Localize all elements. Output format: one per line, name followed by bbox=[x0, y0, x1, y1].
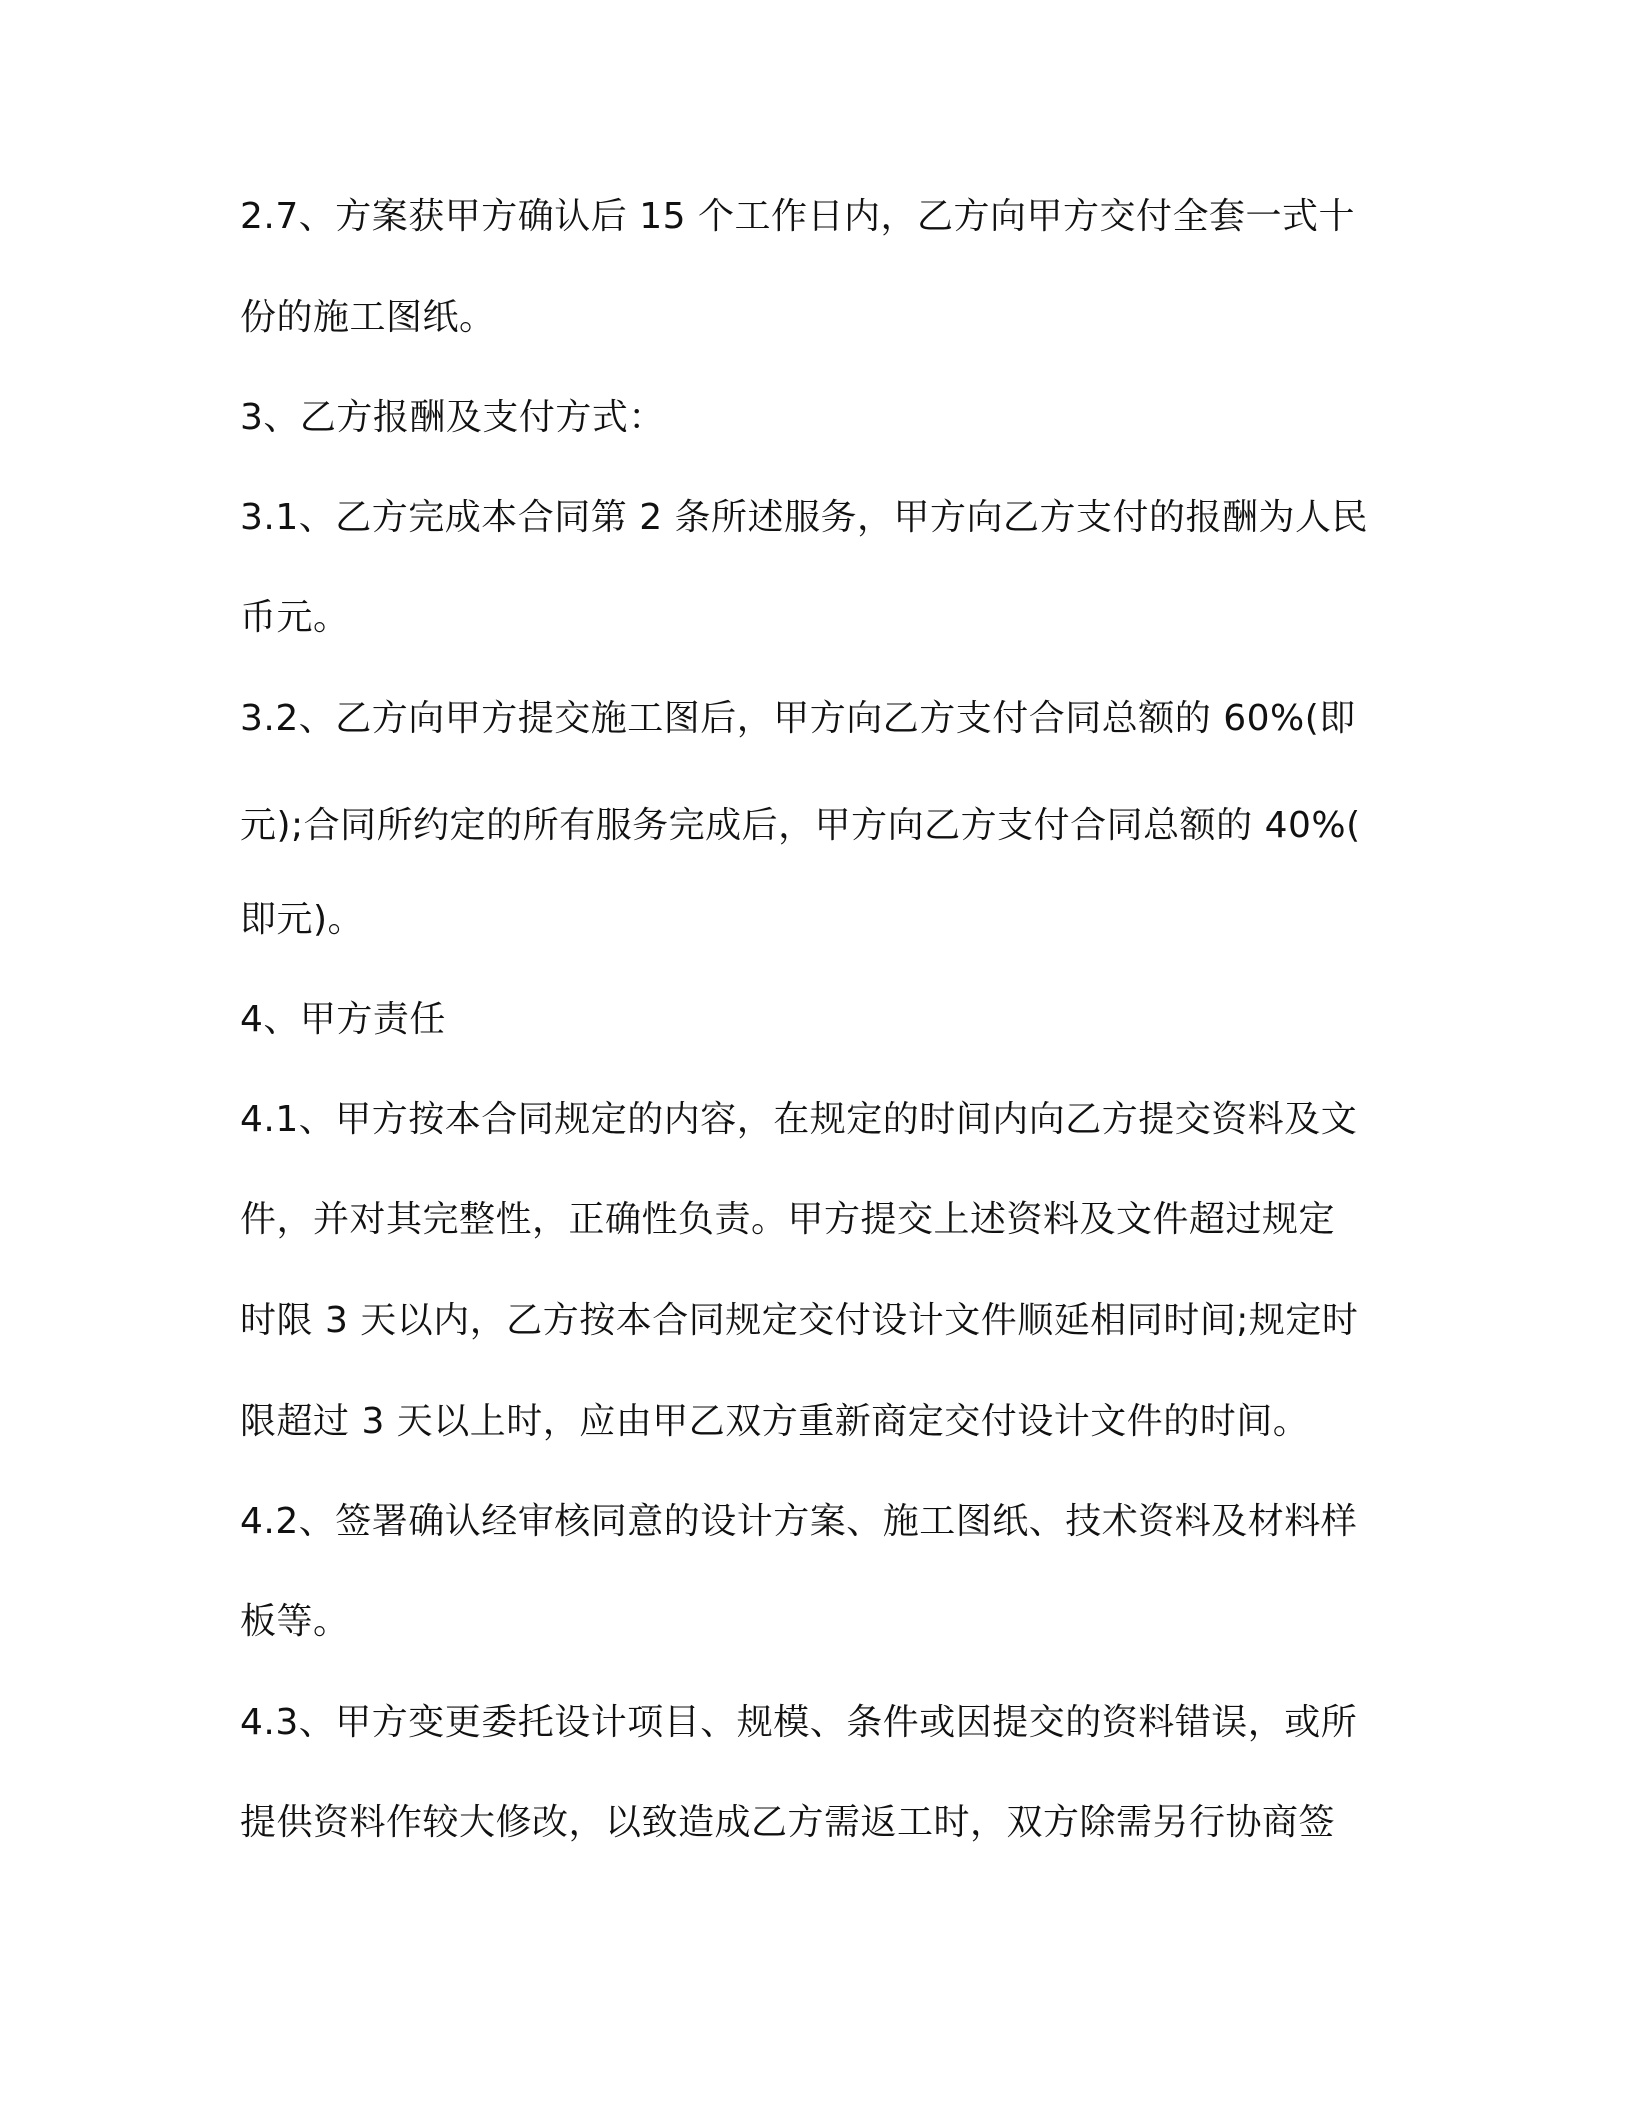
section-heading-4: 4、甲方责任 bbox=[240, 999, 446, 1040]
text-line-4-1-cont-2: 时限 3 天以内，乙方按本合同规定交付设计文件顺延相同时间;规定时 bbox=[240, 1300, 1359, 1341]
text-line-3-1-cont: 币元。 bbox=[240, 597, 350, 638]
text-line-4-3: 4.3、甲方变更委托设计项目、规模、条件或因提交的资料错误，或所 bbox=[240, 1702, 1358, 1743]
text-line-3-2: 3.2、乙方向甲方提交施工图后，甲方向乙方支付合同总额的 60%(即 bbox=[240, 698, 1356, 739]
text-line-4-1-cont-3: 限超过 3 天以上时，应由甲乙双方重新商定交付设计文件的时间。 bbox=[240, 1401, 1310, 1442]
text-line-2-7-cont: 份的施工图纸。 bbox=[240, 297, 496, 338]
text-line-4-2-cont: 板等。 bbox=[240, 1601, 350, 1642]
text-line-4-2: 4.2、签署确认经审核同意的设计方案、施工图纸、技术资料及材料样 bbox=[240, 1501, 1358, 1542]
text-line-3-2-cont: 元);合同所约定的所有服务完成后，甲方向乙方支付合同总额的 40%( bbox=[240, 805, 1361, 846]
section-heading-3: 3、乙方报酬及支付方式： bbox=[240, 397, 665, 438]
text-line-4-1-cont-1: 件，并对其完整性，正确性负责。甲方提交上述资料及文件超过规定 bbox=[240, 1199, 1336, 1240]
text-line-3-1: 3.1、乙方完成本合同第 2 条所述服务，甲方向乙方支付的报酬为人民 bbox=[240, 497, 1369, 538]
text-line-4-1: 4.1、甲方按本合同规定的内容，在规定的时间内向乙方提交资料及文 bbox=[240, 1099, 1358, 1140]
text-line-2-7: 2.7、方案获甲方确认后 15 个工作日内，乙方向甲方交付全套一式十 bbox=[240, 196, 1355, 237]
text-line-4-3-cont: 提供资料作较大修改，以致造成乙方需返工时，双方除需另行协商签 bbox=[240, 1802, 1336, 1843]
text-line-3-2-end: 即元)。 bbox=[240, 899, 365, 940]
